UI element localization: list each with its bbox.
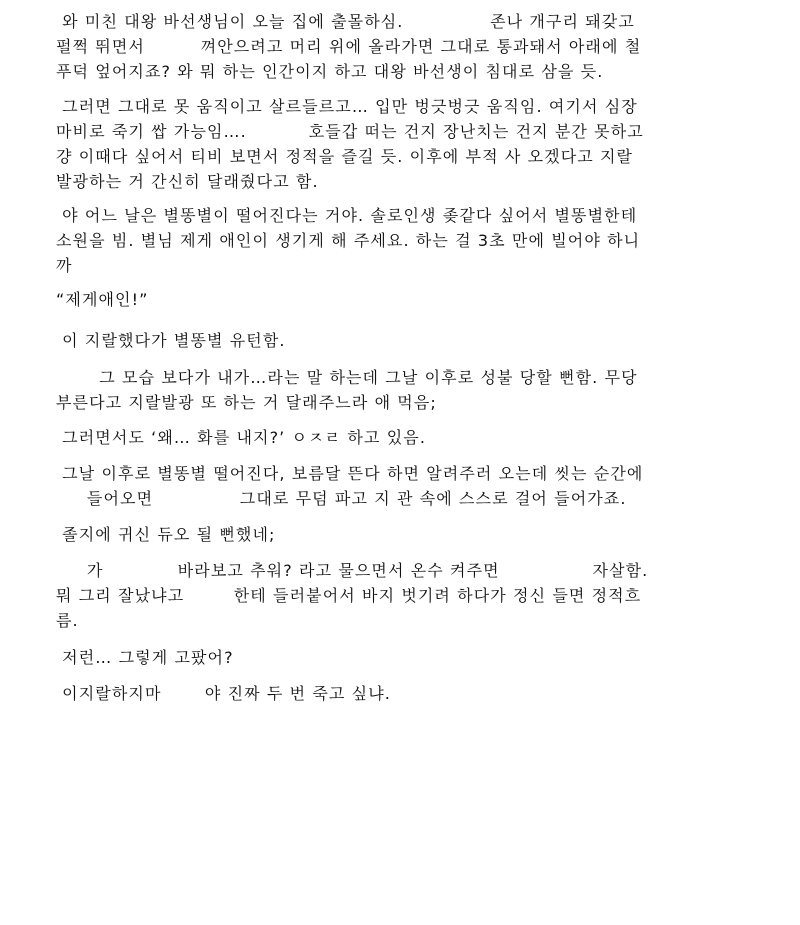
text-line: 이지랄하지마 야 진짜 두 번 죽고 싶냐.: [56, 684, 391, 703]
paragraph-8: [56, 461, 756, 511]
text-line: 가 바라보고 추워? 라고 물으면서 온수 켜주면 자살함.: [56, 561, 649, 580]
text-line: 들어오면 그대로 무덤 파고 지 관 속에 스스로 걸어 들어가죠.: [56, 489, 627, 508]
text-line: 그러면 그대로 못 움직이고 살르들르고… 입만 벙긋벙긋 움직임. 여기서 심장: [56, 97, 638, 116]
text-line: 저런… 그렇게 고팠어?: [56, 648, 234, 667]
text-line: 그 모습 보다가 내가…라는 말 하는데 그날 이후로 성불 당할 뻔함. 무당: [56, 368, 638, 387]
text-line: 소원을 빔. 별님 제게 애인이 생기게 해 주세요. 하는 걸 3초 만에 빌어야 하니: [56, 231, 641, 250]
paragraph-1: [56, 9, 756, 84]
text-line: 푸덕 엎어지죠? 와 뭐 하는 인간이지 하고 대왕 바선생이 침대로 삼을 듯.: [56, 62, 604, 81]
text-line: 름.: [56, 611, 79, 630]
paragraph-4: [56, 287, 756, 312]
text-line: 걍 이때다 싶어서 티비 보면서 정적을 즐길 듯. 이후에 부적 사 오겠다고 지랄: [56, 147, 634, 166]
paragraph-12: [56, 681, 756, 706]
text-line: 까: [56, 256, 73, 275]
text-line: 와 미친 대왕 바선생님이 오늘 집에 출몰하심. 존나 개구리 돼갖고: [56, 12, 635, 31]
paragraph-5: [56, 328, 756, 353]
text-line: 야 어느 날은 별똥별이 떨어진다는 거야. 솔로인생 좆같다 싶어서 별똥별한테: [56, 206, 638, 225]
paragraph-2: [56, 94, 756, 194]
paragraph-3: [56, 203, 756, 278]
text-line: 그날 이후로 별똥별 떨어진다, 보름달 뜬다 하면 알려주러 오는데 씻는 순간에: [56, 464, 644, 483]
paragraph-11: [56, 645, 756, 670]
text-line: 이 지랄했다가 별똥별 유턴함.: [56, 331, 286, 350]
text-line: 뭐 그리 잘났냐고 한테 들러붙어서 바지 벗기려 하다가 정신 들면 정적흐: [56, 586, 642, 605]
text-line: 부른다고 지랄발광 또 하는 거 달래주느라 애 먹음;: [56, 393, 437, 412]
text-line: 발광하는 거 간신히 달래줬다고 함.: [56, 172, 319, 191]
paragraph-6: [56, 365, 756, 415]
paragraph-9: [56, 522, 756, 547]
text-line: 그러면서도 ‘왜… 화를 내지?’ ㅇㅈㄹ 하고 있음.: [56, 428, 427, 447]
paragraph-10: [56, 558, 756, 633]
text-line: 펄쩍 뛰면서 껴안으려고 머리 위에 올라가면 그대로 통과돼서 아래에 철: [56, 37, 642, 56]
text-line: 마비로 죽기 쌉 가능임…. 호들갑 떠는 건지 장난치는 건지 분간 못하고: [56, 122, 644, 141]
text-line: “제게애인!”: [56, 290, 149, 309]
paragraph-7: [56, 425, 756, 450]
text-line: 졸지에 귀신 듀오 될 뻔했네;: [56, 525, 276, 544]
